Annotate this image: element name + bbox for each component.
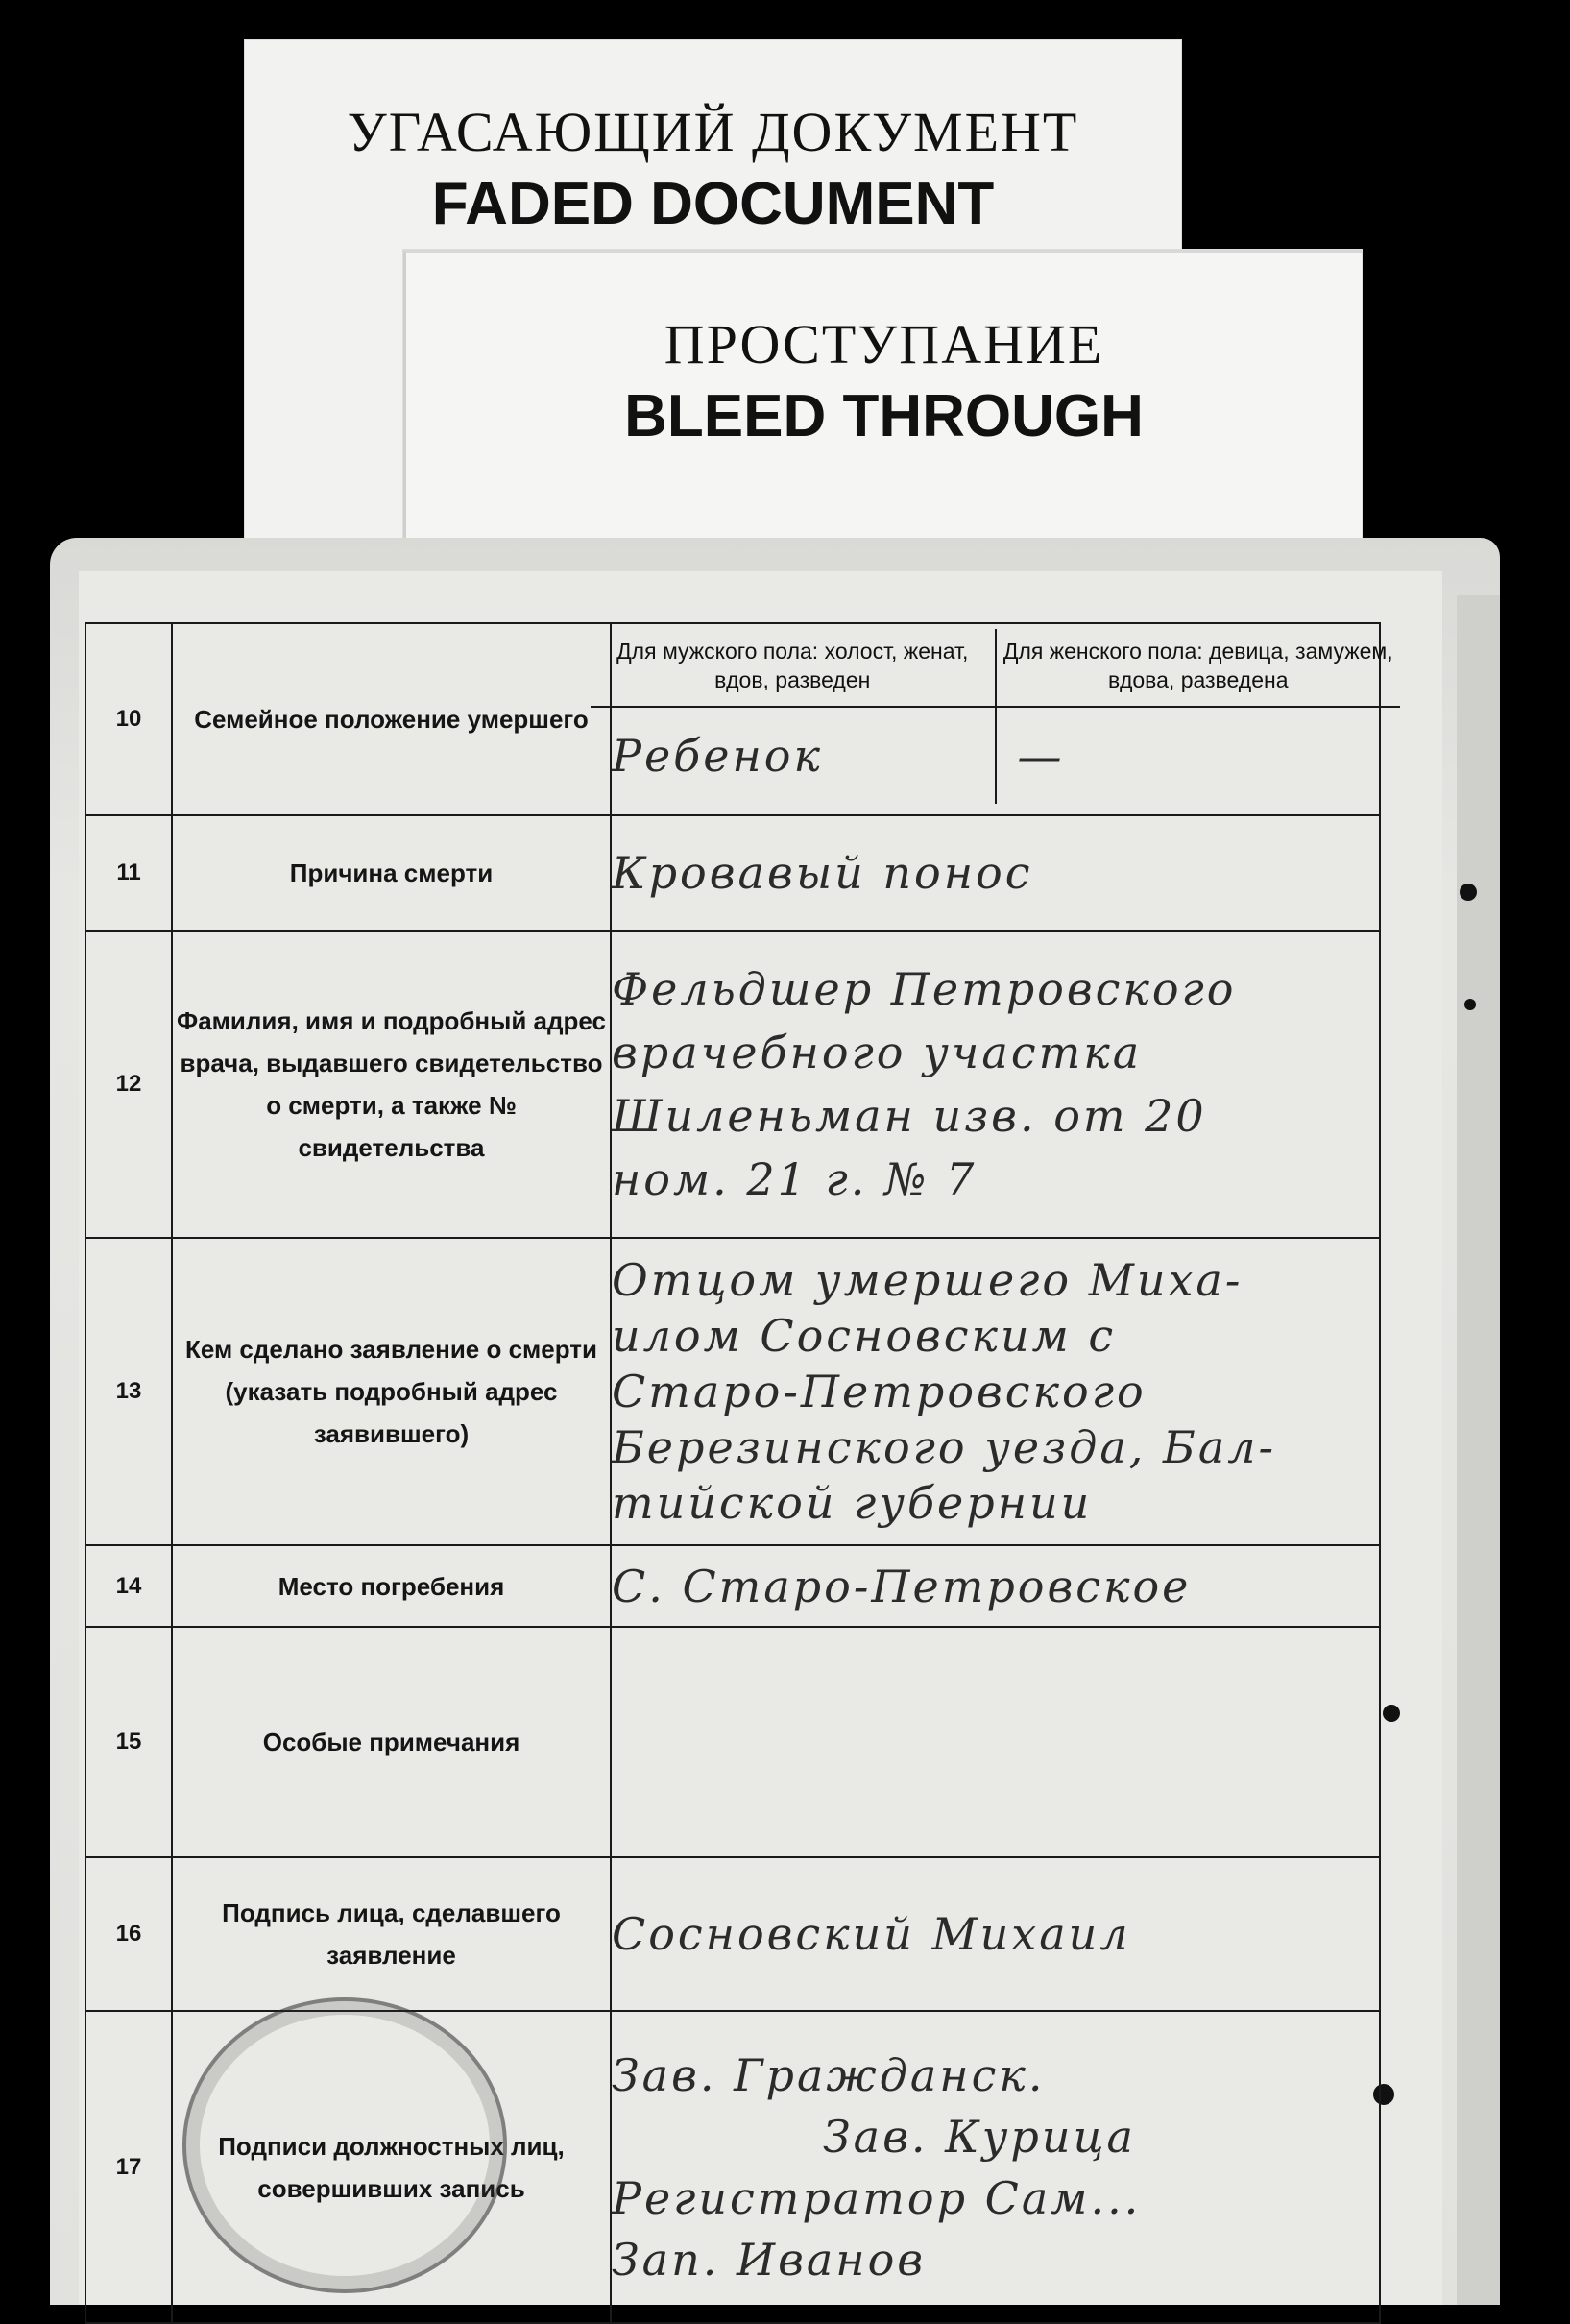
- row-number: 17: [85, 2011, 172, 2323]
- handwritten-line: Зав. Курица: [823, 2110, 1136, 2163]
- row-number: 11: [85, 815, 172, 931]
- row-label: Семейное положение умершего: [172, 623, 611, 815]
- row-number: 10: [85, 623, 172, 815]
- handwritten-value: Сосновский Михаил: [611, 1857, 1380, 2011]
- header-male: Для мужского пола: холост, женат, вдов, разведен: [616, 639, 969, 692]
- form-row: [85, 1238, 1380, 1545]
- form-row: [85, 815, 1380, 931]
- handwritten-value: Кровавый понос: [611, 815, 1380, 931]
- handwritten-value: [611, 1238, 1380, 1545]
- handwritten-line: Регистратор Сам...: [612, 2171, 1142, 2224]
- handwritten-value: С. Старо-Петровское: [611, 1545, 1380, 1627]
- form-row: [85, 1545, 1380, 1627]
- form-row: [85, 1627, 1380, 1857]
- binding-hole: [1383, 1705, 1400, 1722]
- row-number: 14: [85, 1545, 172, 1627]
- handwritten-line: Зав. Гражданск.: [612, 2048, 1046, 2101]
- row-number: 15: [85, 1627, 172, 1857]
- handwritten-line: Зап. Иванов: [612, 2233, 927, 2286]
- row-value: [611, 623, 1393, 815]
- handwritten-line: Фельдшер Петровского: [612, 963, 1237, 1015]
- handwritten-value: [611, 931, 1380, 1238]
- page-edge-stack: [1457, 595, 1500, 2305]
- handwritten-line: Старо-Петровского: [612, 1366, 1147, 1417]
- row-label: Причина смерти: [172, 815, 611, 931]
- bleed-through-label-ru: ПРОСТУПАНИЕ: [664, 313, 1104, 375]
- header-female: Для женского пола: девица, замужем, вдова, разведена: [995, 629, 1401, 706]
- row-label: Особые примечания: [172, 1627, 611, 1857]
- bleed-through-card: [403, 250, 1362, 541]
- handwritten-line: Шиленьман изв. от 20: [612, 1090, 1207, 1142]
- faded-document-label-ru: УГАСАЮЩИЙ ДОКУМЕНТ: [347, 101, 1079, 163]
- value-male: Ребенок: [612, 730, 823, 782]
- faded-document-label-en: FADED DOCUMENT: [431, 171, 995, 237]
- binding-hole: [1464, 999, 1476, 1010]
- handwritten-line: Отцом умершего Миха-: [612, 1254, 1244, 1306]
- handwritten-value: [611, 2011, 1380, 2323]
- handwritten-line: ном. 21 г. № 7: [612, 1153, 978, 1205]
- row-number: 16: [85, 1857, 172, 2011]
- form-row: [85, 623, 1380, 815]
- handwritten-line: врачебного участка: [612, 1027, 1143, 1078]
- binding-hole: [1460, 884, 1477, 901]
- handwritten-line: тийской губернии: [612, 1477, 1093, 1529]
- row-label: Подпись лица, сделавшего заявление: [172, 1857, 611, 2011]
- row-label: Подписи должностных лиц, совершивших запись: [172, 2011, 611, 2323]
- handwritten-line: Березинского уезда, Бал-: [612, 1421, 1277, 1473]
- row-label: Фамилия, имя и подробный адрес врача, выдавшего свидетельство о смерти, а также № свидетельства: [172, 931, 611, 1238]
- row-label: Кем сделано заявление о смерти (указать подробный адрес заявившего): [172, 1238, 611, 1545]
- bleed-through-label-en: BLEED THROUGH: [624, 383, 1144, 449]
- value-female: —: [995, 708, 1401, 804]
- row-label: Место погребения: [172, 1545, 611, 1627]
- form-row: [85, 931, 1380, 1238]
- row-number: 13: [85, 1238, 172, 1545]
- marital-values: [591, 708, 1400, 804]
- official-seal-stamp: [182, 1997, 507, 2293]
- handwritten-value: [611, 1627, 1380, 1857]
- handwritten-line: илом Сосновским с: [612, 1310, 1117, 1362]
- gender-header: [591, 629, 1400, 708]
- row-number: 12: [85, 931, 172, 1238]
- form-row: [85, 1857, 1380, 2011]
